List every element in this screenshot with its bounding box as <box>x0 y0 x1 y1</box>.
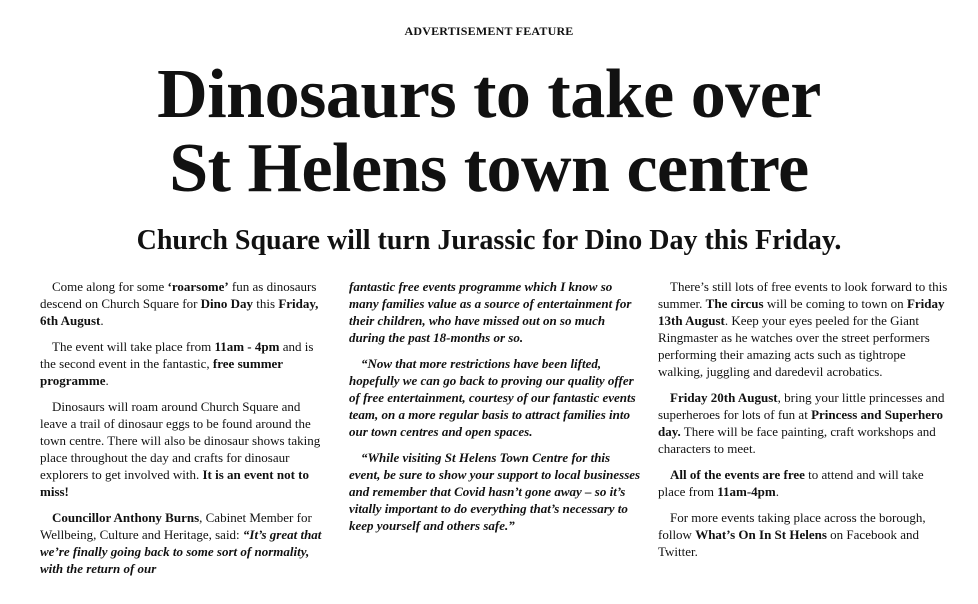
quote-paragraph: “While visiting St Helens Town Centre for this event, be sure to show your support to local businesses and remember that Covid hasn’t gone away – so it’s vitally important to do everything that’s necessary to keep yourself and others safe.” <box>349 450 641 533</box>
paragraph: Friday 20th August, bring your little princesses and superheroes for lots of fun at Princess and Superhero day. There will be face painting, craft workshops and characters to meet. <box>658 390 945 456</box>
paragraph: Dinosaurs will roam around Church Square and leave a trail of dinosaur eggs to be found around the town centre. There will also be dinosaur shows taking place throughout the day and crafts for dinosaur explorers to get involved with. It is an event not to miss! <box>40 399 321 499</box>
paragraph: Come along for some ‘roarsome’ fun as dinosaurs descend on Church Square for Dino Day this Friday, 6th August. <box>40 279 319 328</box>
advertisement-label: ADVERTISEMENT FEATURE <box>404 24 574 38</box>
paragraph: The event will take place from 11am - 4pm and is the second event in the fantastic, free summer programme. <box>40 339 314 388</box>
quote-paragraph: “Now that more restrictions have been lifted, hopefully we can go back to proving our quality offer of free entertainment, courtesy of our fantastic events team, on a more regular basis to attract families into our town centres and open spaces. <box>349 356 636 439</box>
standfirst: Church Square will turn Jurassic for Dino Day this Friday. <box>136 225 842 256</box>
quote-paragraph: fantastic free events programme which I know so many families value as a source of entertainment for their children, who have missed out on so much during the past 18-months or so. <box>349 279 632 345</box>
paragraph: There’s still lots of free events to look forward to this summer. The circus will be coming to town on Friday 13th August. Keep your eyes peeled for the Giant Ringmaster as he watches over the street performers performing their amazing acts such as tightrope walking, juggling and daredevil acrobatics. <box>658 279 948 379</box>
headline-line-2: St Helens town centre <box>169 130 809 207</box>
paragraph: All of the events are free to attend and will take place from 11am-4pm. <box>658 467 924 499</box>
paragraph: For more events taking place across the borough, follow What’s On In St Helens on Facebook and Twitter. <box>658 510 926 559</box>
article-column-1 <box>40 278 328 586</box>
headline <box>0 58 978 206</box>
paragraph: Councillor Anthony Burns, Cabinet Member for Wellbeing, Culture and Heritage, said: “It’s great that we’re finally going back to some sort of normality, with the return of our <box>40 510 322 576</box>
article-column-3 <box>658 278 954 569</box>
article-column-2 <box>349 278 641 543</box>
headline-line-1: Dinosaurs to take over <box>157 56 821 133</box>
